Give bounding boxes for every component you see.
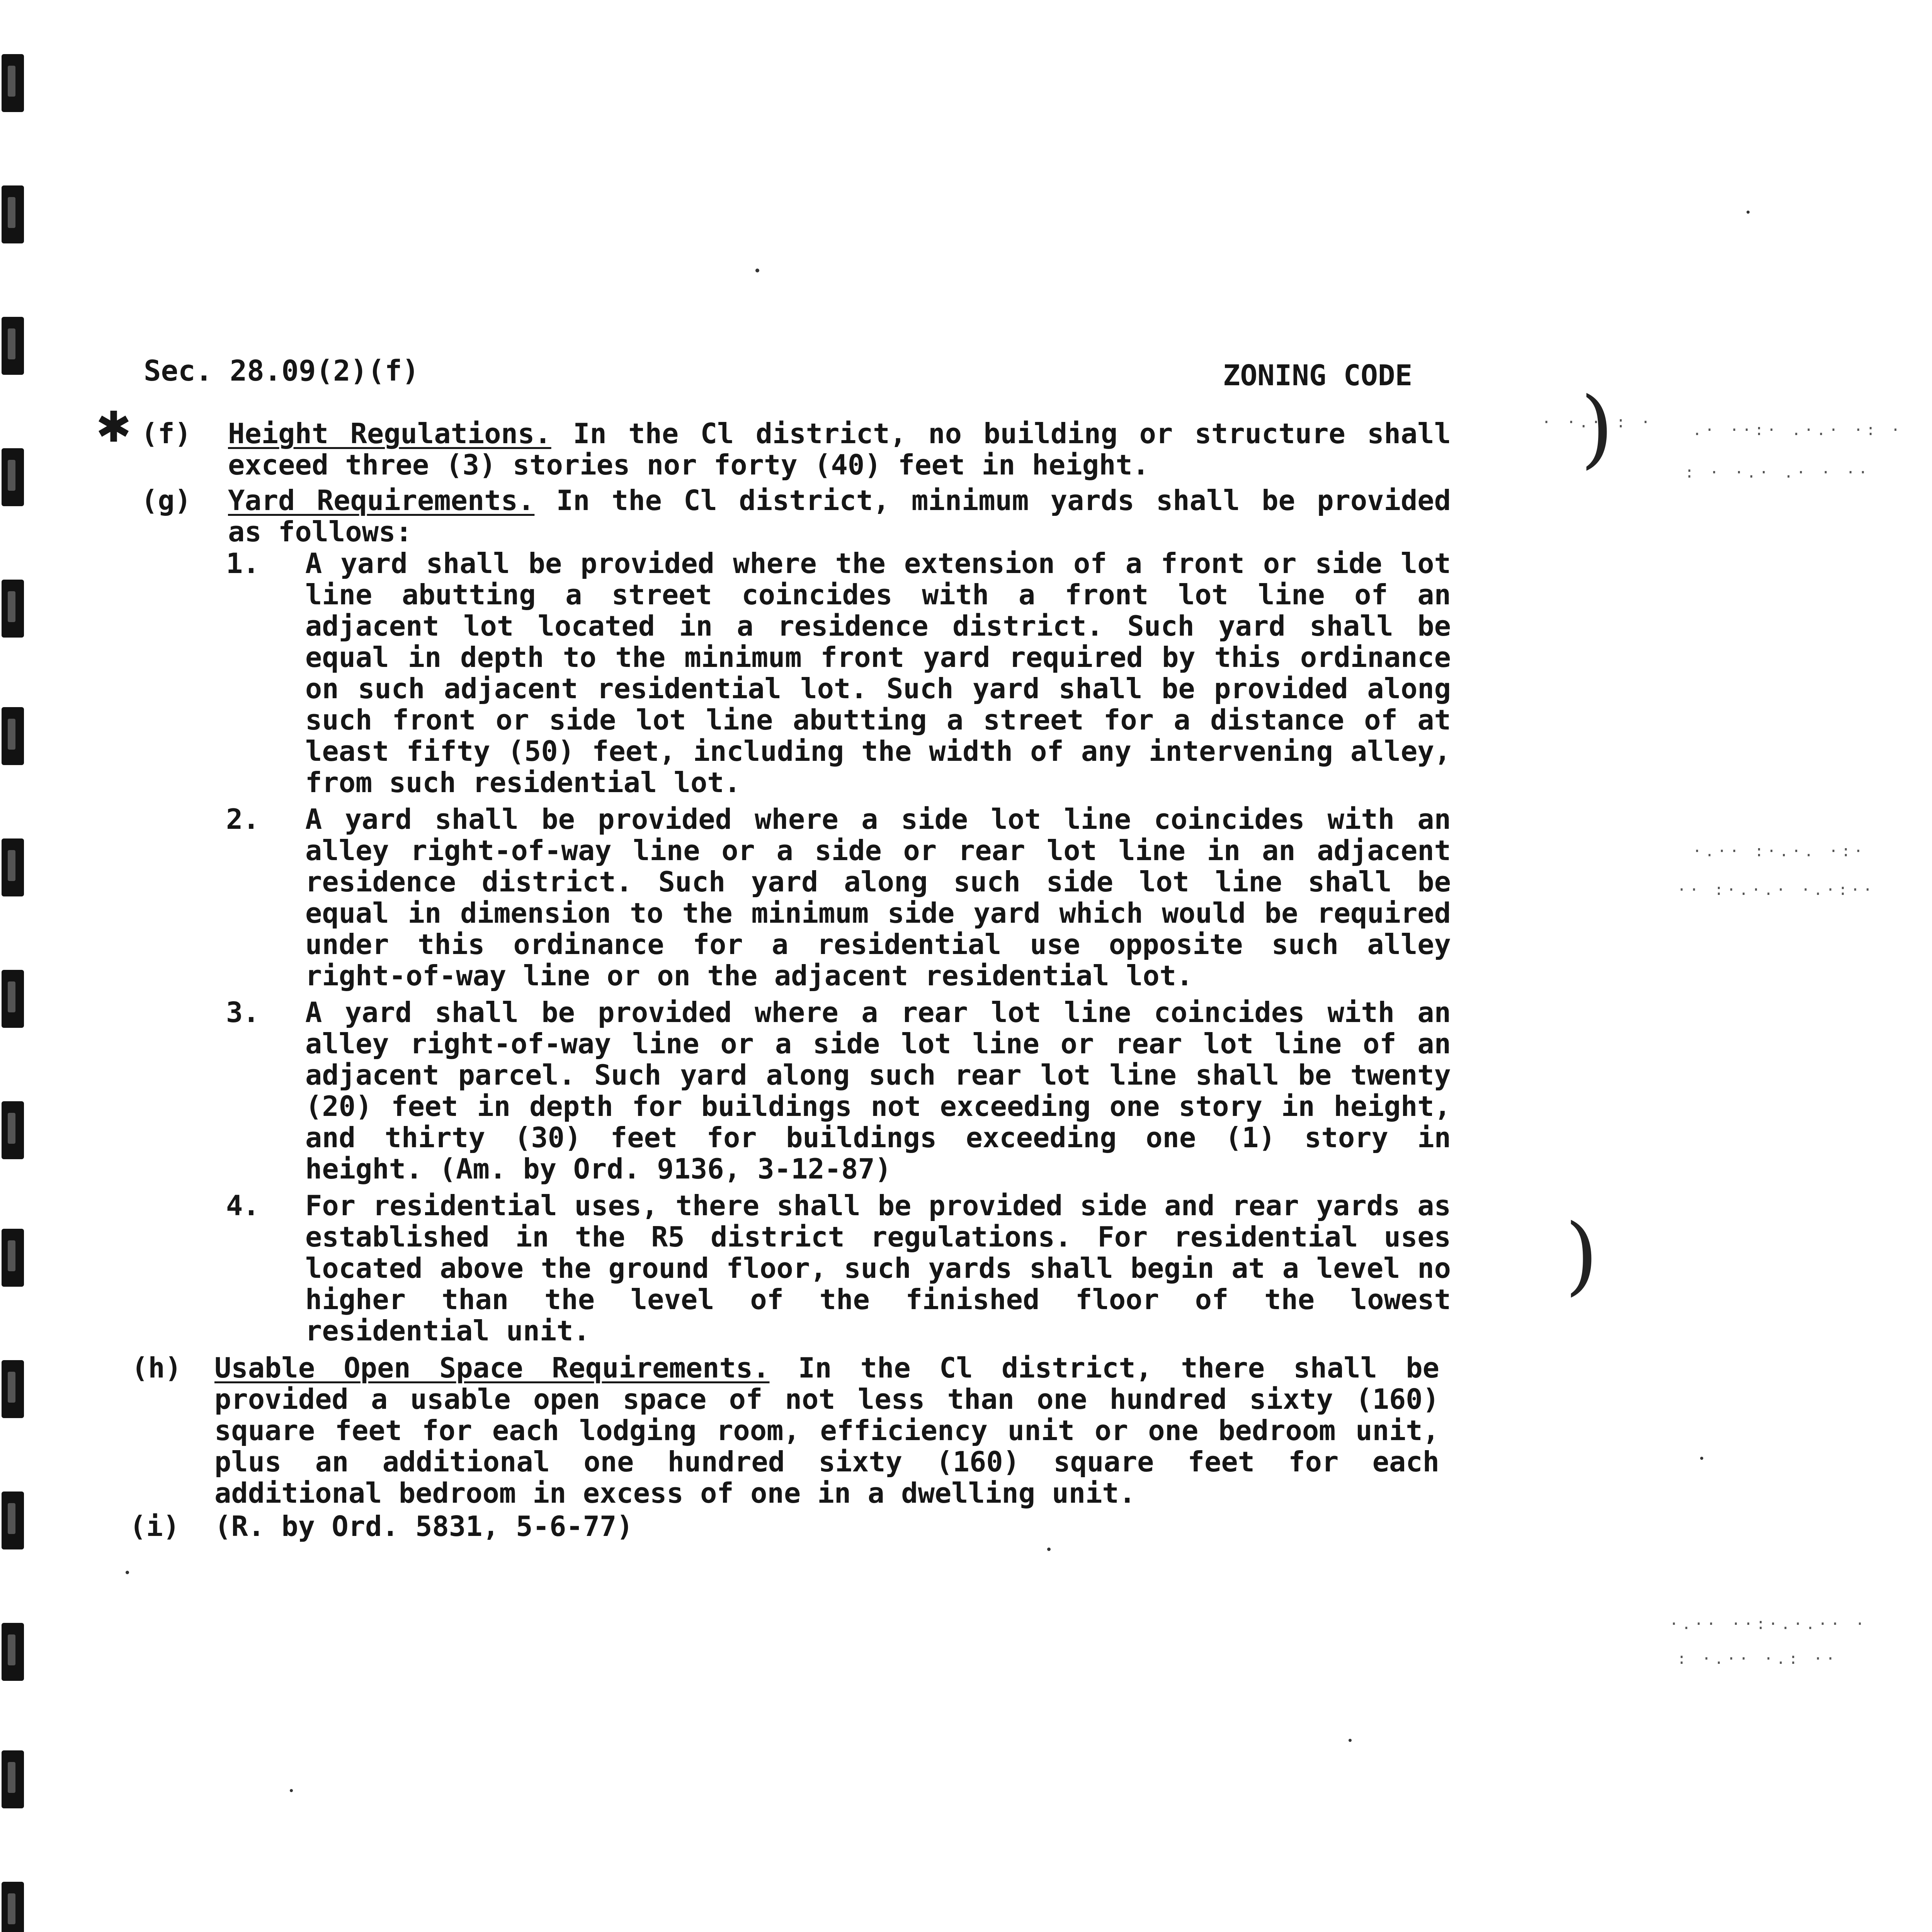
binder-hole	[2, 580, 24, 638]
scan-noise: ·· :·.·.· ·.·:··	[1677, 881, 1876, 899]
paragraph-f-text: In the Cl district, no building or structure shall	[573, 417, 1451, 450]
paragraph-h-line: plus an additional one hundred sixty (160) square feet for each	[214, 1446, 1439, 1478]
scan-speck	[126, 1571, 129, 1574]
list-item-line: A yard shall be provided where a side lot line coincides with an	[305, 803, 1451, 835]
list-number: 3.	[226, 996, 260, 1029]
list-item-line: residence district. Such yard along such side lot line shall be	[305, 866, 1451, 898]
list-item-line: right-of-way line or on the adjacent residential lot.	[305, 959, 1193, 992]
page-header-title: ZONING CODE	[1223, 359, 1413, 392]
binder-hole	[2, 317, 24, 375]
scan-speck	[1700, 1457, 1703, 1460]
list-item-line: such front or side lot line abutting a street for a distance of at	[305, 704, 1451, 736]
paragraph-h-line: square feet for each lodging room, efficiency unit or one bedroom unit,	[214, 1414, 1439, 1447]
binder-hole	[2, 970, 24, 1028]
binder-hole	[2, 1101, 24, 1159]
paragraph-label-h: (h)	[131, 1352, 182, 1384]
paragraph-h-line: provided a usable open space of not less than one hundred sixty (160)	[214, 1383, 1439, 1415]
scan-artifact: )	[1565, 1206, 1598, 1304]
list-item-line: A yard shall be provided where a rear lot line coincides with an	[305, 996, 1451, 1029]
list-item-line: alley right-of-way line or a side lot line or rear lot line of an	[305, 1027, 1451, 1060]
paragraph-h-text: In the Cl district, there shall be	[798, 1352, 1440, 1384]
list-number: 4.	[226, 1189, 260, 1222]
binder-hole	[2, 448, 24, 506]
section-reference: Sec. 28.09(2)(f)	[144, 354, 419, 388]
paragraph-h-first-line	[214, 1352, 1439, 1384]
list-item-line: least fifty (50) feet, including the width of any intervening alley,	[305, 735, 1451, 767]
binder-hole	[2, 1750, 24, 1808]
binder-hole	[2, 1229, 24, 1287]
binder-hole	[2, 1360, 24, 1418]
list-item-line: and thirty (30) feet for buildings exceeding one (1) story in	[305, 1121, 1451, 1154]
list-number: 2.	[226, 803, 260, 835]
list-item-line: residential unit.	[305, 1315, 590, 1347]
scan-noise: · ·.· : ·	[1542, 413, 1653, 431]
asterisk-mark: ✱	[96, 402, 132, 452]
list-item-line: equal in depth to the minimum front yard required by this ordinance	[305, 641, 1451, 673]
binder-hole	[2, 1492, 24, 1549]
binder-hole	[2, 1882, 24, 1932]
paragraph-i-text: (R. by Ord. 5831, 5-6-77)	[214, 1510, 633, 1543]
list-number: 1.	[226, 547, 260, 580]
scan-speck	[1047, 1548, 1051, 1551]
binder-hole	[2, 185, 24, 243]
paragraph-g-line: as follows:	[228, 515, 412, 548]
list-item-line: established in the R5 district regulations. For residential uses	[305, 1221, 1451, 1253]
scan-speck	[1349, 1739, 1352, 1742]
list-item-line: located above the ground floor, such yards shall begin at a level no	[305, 1252, 1451, 1284]
list-item-line: on such adjacent residential lot. Such yard shall be provided along	[305, 672, 1451, 705]
scan-artifact: )	[1580, 379, 1614, 478]
paragraph-g-first-line	[228, 485, 1451, 516]
list-item-line: (20) feet in depth for buildings not exceeding one story in height,	[305, 1090, 1451, 1122]
list-item-line: equal in dimension to the minimum side yard which would be required	[305, 897, 1451, 929]
heading-yard-requirements: Yard Requirements.	[228, 484, 535, 517]
list-item-line: height. (Am. by Ord. 9136, 3-12-87)	[305, 1153, 892, 1185]
list-item-line: higher than the level of the finished floor of the lowest	[305, 1283, 1451, 1316]
binder-hole	[2, 1623, 24, 1681]
scan-speck	[290, 1789, 293, 1792]
heading-usable-open-space: Usable Open Space Requirements.	[214, 1352, 770, 1384]
binder-hole	[2, 54, 24, 112]
scan-noise: : ·.·· ·.: ··	[1677, 1650, 1838, 1668]
list-item-line: line abutting a street coincides with a front lot line of an	[305, 578, 1451, 611]
binder-hole	[2, 838, 24, 896]
list-item-line: A yard shall be provided where the extension of a front or side lot	[305, 547, 1451, 580]
paragraph-f-first-line	[228, 418, 1451, 449]
scan-noise: .· ··:· .·.· ·: ·	[1692, 421, 1903, 439]
scan-speck	[755, 269, 759, 272]
scan-noise: ·.·· :·.·. ·:·	[1692, 842, 1866, 860]
list-item-line: alley right-of-way line or a side or rear lot line in an adjacent	[305, 834, 1451, 867]
paragraph-label-g: (g)	[141, 484, 192, 517]
paragraph-label-i: (i)	[129, 1510, 180, 1543]
list-item-line: under this ordinance for a residential use opposite such alley	[305, 928, 1451, 961]
paragraph-h-line: additional bedroom in excess of one in a dwelling unit.	[214, 1477, 1136, 1509]
list-item-line: adjacent lot located in a residence district. Such yard shall be	[305, 610, 1451, 642]
list-item-line: from such residential lot.	[305, 766, 741, 799]
binder-hole	[2, 707, 24, 765]
paragraph-f-line: exceed three (3) stories nor forty (40) feet in height.	[228, 449, 1150, 481]
heading-height-regulations: Height Regulations.	[228, 417, 551, 450]
list-item-line: For residential uses, there shall be provided side and rear yards as	[305, 1189, 1451, 1222]
scan-noise: : · ·.· .· · ··	[1685, 464, 1871, 481]
paragraph-g-text: In the Cl district, minimum yards shall be provided	[556, 484, 1451, 517]
list-item-line: adjacent parcel. Such yard along such rear lot line shall be twenty	[305, 1059, 1451, 1091]
scan-noise: ·.·· ··:·.·.·· ·	[1669, 1615, 1868, 1633]
scan-speck	[1747, 211, 1750, 214]
paragraph-label-f: (f)	[141, 417, 192, 450]
